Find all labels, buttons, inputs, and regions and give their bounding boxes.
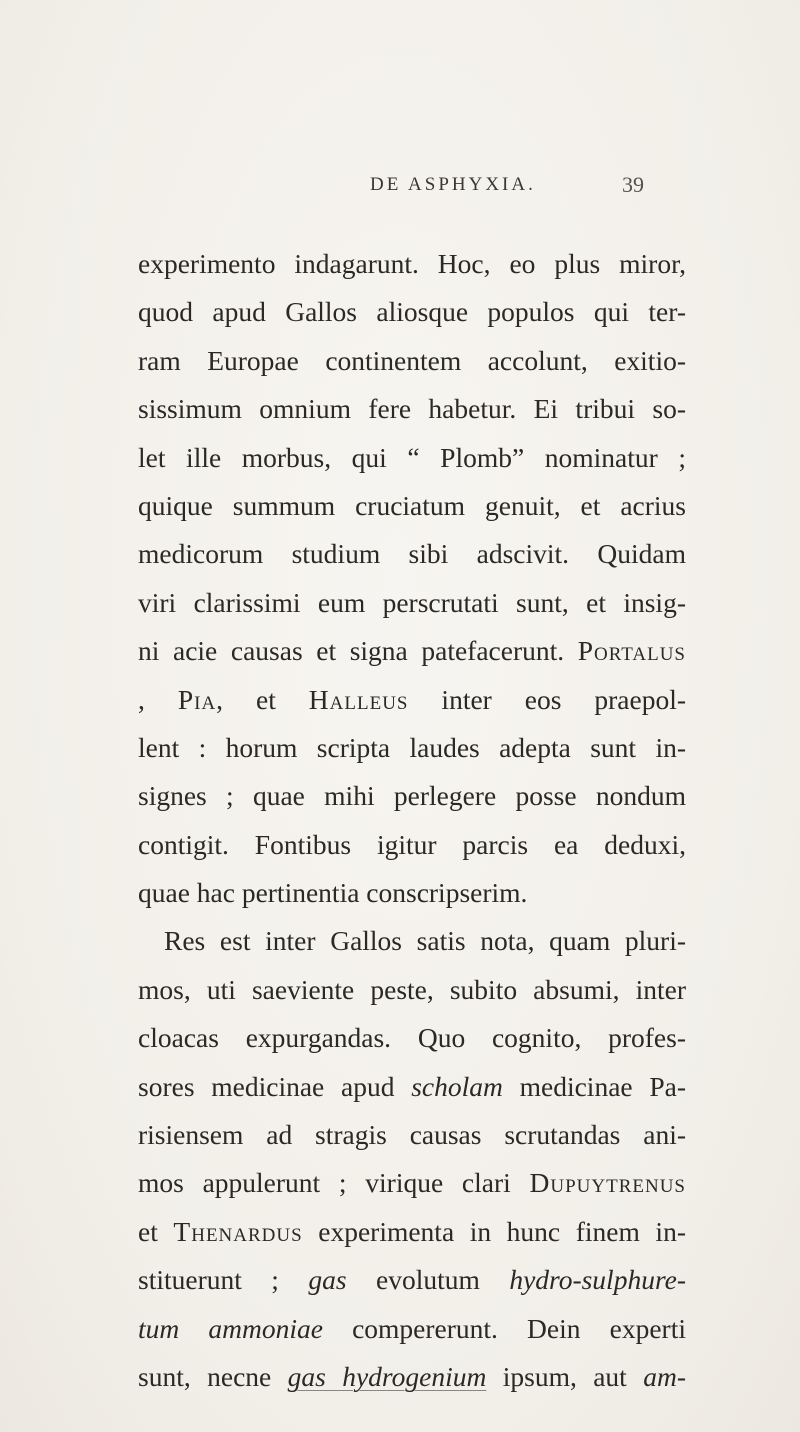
text-line: mos, uti saeviente peste, subito absumi, inter bbox=[138, 973, 686, 1005]
body-text bbox=[138, 240, 686, 1401]
italic-term: gas hydrogenium bbox=[287, 1360, 487, 1392]
italic-term: tum ammoniae bbox=[138, 1312, 323, 1344]
text-line: et Thenardus experimenta in hunc finem in- bbox=[138, 1215, 686, 1247]
text-line: tum ammoniae compererunt. Dein experti bbox=[138, 1312, 686, 1344]
text-line: mos appulerunt ; virique clari Dupuytrenus bbox=[138, 1167, 686, 1199]
text-line: contigit. Fontibus igitur parcis ea deduxi, bbox=[138, 828, 686, 860]
text-line: viri clarissimi eum perscrutati sunt, et insig- bbox=[138, 586, 686, 618]
page-header bbox=[0, 168, 800, 208]
text-line: sissimum omnium fere habetur. Ei tribui so- bbox=[138, 393, 686, 425]
text-line: let ille morbus, qui “ Plomb” nominatur ; bbox=[138, 441, 686, 473]
text-line: , Pia, et Halleus inter eos praepol- bbox=[138, 683, 686, 715]
page-number: 39 bbox=[622, 172, 644, 197]
text-line: ram Europae continentem accolunt, exitio- bbox=[138, 344, 686, 376]
author-name: Halleus bbox=[308, 683, 409, 715]
italic-term: gas bbox=[308, 1264, 347, 1296]
text-line: ni acie causas et signa patefacerunt. Portalus bbox=[138, 635, 686, 667]
text-line: Res est inter Gallos satis nota, quam pluri- bbox=[164, 925, 686, 957]
text-line: risiensem ad stragis causas scrutandas ani- bbox=[138, 1119, 686, 1151]
text-line: cloacas expurgandas. Quo cognito, profes- bbox=[138, 1022, 686, 1054]
text-line: quae hac pertinentia conscripserim. bbox=[138, 877, 528, 909]
author-name: Portalus bbox=[577, 635, 686, 667]
text-line: experimento indagarunt. Hoc, eo plus miror, bbox=[138, 248, 686, 279]
author-name: Pia bbox=[177, 683, 217, 715]
text-line: quique summum cruciatum genuit, et acrius bbox=[138, 489, 686, 521]
text-line: sunt, necne gas hydrogenium ipsum, aut am- bbox=[138, 1360, 686, 1392]
author-name: Thenardus bbox=[173, 1215, 303, 1247]
running-title: DE ASPHYXIA. bbox=[370, 174, 536, 195]
author-name: Dupuytrenus bbox=[529, 1167, 686, 1199]
text-line: stituerunt ; gas evolutum hydro-sulphure- bbox=[138, 1264, 686, 1296]
italic-term: hydro-sulphure- bbox=[509, 1264, 686, 1296]
text-line: medicorum studium sibi adscivit. Quidam bbox=[138, 538, 686, 570]
text-line: sores medicinae apud scholam medicinae Pa- bbox=[138, 1070, 687, 1102]
text-line: quod apud Gallos aliosque populos qui ter- bbox=[138, 296, 686, 328]
text-line: signes ; quae mihi perlegere posse nondum bbox=[138, 780, 686, 812]
text-line: lent : horum scripta laudes adepta sunt in- bbox=[138, 731, 686, 763]
italic-term: am- bbox=[643, 1360, 686, 1392]
italic-term: scholam bbox=[411, 1070, 503, 1102]
